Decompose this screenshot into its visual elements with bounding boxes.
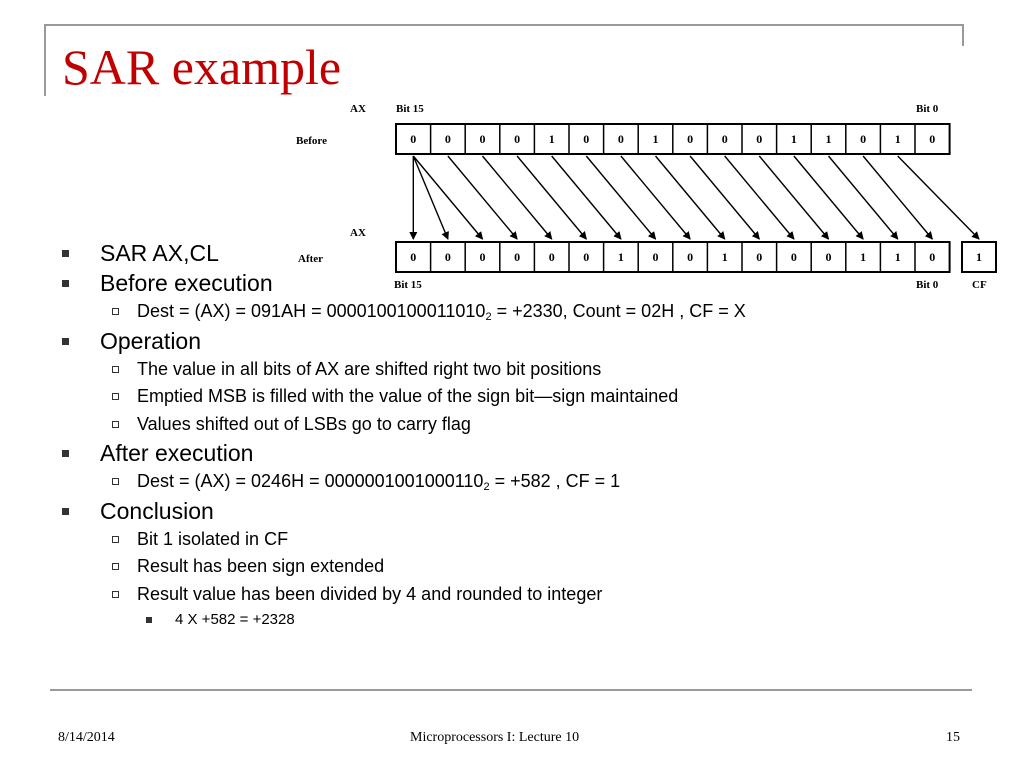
hollow-square-bullet-icon	[112, 536, 119, 543]
bullet-text: Result value has been divided by 4 and rounded to integer	[137, 583, 603, 604]
sub-bullet-concl-2	[62, 553, 962, 581]
shift-right-arrow	[656, 156, 725, 239]
after-register-bit: 0	[583, 250, 590, 264]
bullet-text: 4 X +582 = +2328	[175, 611, 295, 628]
cf-register	[962, 242, 996, 272]
shift-arrows	[413, 156, 979, 239]
before-register-bit: 0	[617, 132, 624, 146]
bullet-text: Dest = (AX) = 0246H = 0000001001000110	[137, 471, 484, 491]
after-register-bit: 1	[894, 250, 901, 264]
sub-bullet-concl-3	[62, 581, 962, 609]
before-register	[396, 124, 950, 154]
bit15-bottom-label: Bit 15	[394, 279, 422, 291]
after-label: After	[298, 253, 324, 265]
bullet-text: Before execution	[100, 270, 273, 296]
square-bullet-icon	[62, 280, 69, 287]
bullet-after-execution	[62, 438, 962, 468]
bullet-text: = +2330, Count = 02H , CF = X	[491, 301, 746, 321]
after-register-bit: 0	[444, 250, 451, 264]
hollow-square-bullet-icon	[112, 478, 119, 485]
ax-after-label: AX	[350, 227, 366, 239]
after-register-bit: 0	[825, 250, 832, 264]
shift-right-arrow	[794, 156, 863, 239]
before-register-bit: 0	[444, 132, 451, 146]
shift-right-arrow	[483, 156, 552, 239]
hollow-square-bullet-icon	[112, 393, 119, 400]
hollow-square-bullet-icon	[112, 421, 119, 428]
after-register-bit: 0	[929, 250, 936, 264]
square-bullet-icon	[62, 250, 69, 257]
before-register-bit: 0	[479, 132, 486, 146]
before-register-bit: 1	[790, 132, 797, 146]
carry-flag-arrow	[898, 156, 979, 239]
small-square-bullet-icon	[146, 617, 152, 623]
base-subscript: 2	[485, 311, 492, 323]
before-register-bit: 0	[514, 132, 521, 146]
bullet-text: After execution	[100, 440, 254, 466]
before-register-bit: 0	[687, 132, 694, 146]
bullet-text: Conclusion	[100, 497, 214, 524]
footer-course: Microprocessors I: Lecture 10	[410, 730, 580, 745]
bullet-text: SAR AX,CL	[100, 240, 219, 266]
shift-right-arrow	[863, 156, 932, 239]
after-register-bit: 0	[652, 250, 659, 264]
frame-left-rule	[44, 24, 46, 96]
slide-title: SAR example	[62, 39, 342, 95]
hollow-square-bullet-icon	[112, 366, 119, 373]
bullet-text: The value in all bits of AX are shifted right two bit positions	[137, 358, 602, 379]
after-register-bit: 0	[790, 250, 797, 264]
footer-date: 8/14/2014	[58, 730, 115, 745]
shift-right-arrow	[759, 156, 828, 239]
bullet-text: Operation	[100, 327, 202, 354]
sub-bullet-after-dest	[62, 468, 962, 496]
square-bullet-icon	[62, 338, 69, 345]
before-register-bit: 1	[894, 132, 901, 146]
sub-bullet-op-1	[62, 356, 962, 384]
bullet-before-execution	[62, 268, 962, 298]
sub-bullet-op-3	[62, 411, 962, 439]
after-register-bit: 0	[756, 250, 763, 264]
before-register-bit: 0	[721, 132, 728, 146]
square-bullet-icon	[62, 450, 69, 457]
after-register-bit: 1	[860, 250, 867, 264]
before-register-bit: 0	[583, 132, 590, 146]
after-register-bit: 1	[617, 250, 624, 264]
square-bullet-icon	[62, 508, 69, 515]
after-register-bit: 0	[548, 250, 555, 264]
bullet-text: Emptied MSB is filled with the value of the sign bit—sign maintained	[137, 386, 679, 406]
bullet-text: Dest = (AX) = 091AH = 0000100100011010	[137, 301, 486, 321]
hollow-square-bullet-icon	[112, 308, 119, 315]
frame-right-rule	[962, 24, 964, 46]
bullet-conclusion	[62, 496, 962, 526]
bullet-list	[62, 238, 962, 632]
shift-right-arrow	[517, 156, 586, 239]
after-register-bit: 0	[514, 250, 521, 264]
before-register-bit: 0	[929, 132, 936, 146]
bullet-text: Bit 1 isolated in CF	[137, 528, 289, 549]
after-register-bit: 0	[410, 250, 417, 264]
shift-right-arrow	[829, 156, 898, 239]
sub-bullet-concl-1	[62, 526, 962, 554]
bit0-top-label: Bit 0	[916, 103, 939, 115]
shift-right-arrow	[690, 156, 759, 239]
after-register-bit: 1	[721, 250, 728, 264]
before-register-bit: 1	[825, 132, 832, 146]
before-register-bit: 0	[860, 132, 867, 146]
sign-fill-arrow	[413, 156, 448, 239]
shift-right-arrow	[413, 156, 482, 239]
shift-right-arrow	[586, 156, 655, 239]
shift-right-arrow	[621, 156, 690, 239]
footer-rule	[50, 689, 972, 691]
hollow-square-bullet-icon	[112, 563, 119, 570]
after-register-bit: 0	[479, 250, 486, 264]
before-register-bit: 0	[410, 132, 417, 146]
bit0-bottom-label: Bit 0	[916, 279, 939, 291]
before-register-bit: 1	[652, 132, 659, 146]
shift-right-arrow	[725, 156, 794, 239]
bullet-text: Result has been sign extended	[137, 556, 385, 576]
hollow-square-bullet-icon	[112, 591, 119, 598]
sub-bullet-op-2	[62, 383, 962, 411]
frame-top-rule	[44, 24, 964, 26]
cf-label: CF	[972, 279, 987, 291]
shift-right-arrow	[552, 156, 621, 239]
bit15-top-label: Bit 15	[396, 103, 424, 115]
before-register-bit: 1	[548, 132, 555, 146]
page-number: 15	[946, 730, 960, 745]
bullet-operation	[62, 326, 962, 356]
base-subscript: 2	[483, 481, 490, 493]
before-register-bit: 0	[756, 132, 763, 146]
bullet-text: Values shifted out of LSBs go to carry flag	[137, 413, 471, 434]
bullet-text: = +582 , CF = 1	[489, 471, 621, 491]
ax-before-label: AX	[350, 103, 366, 115]
bullet-instruction	[62, 238, 962, 268]
sub-bullet-before-dest	[62, 298, 962, 326]
cf-bit: 1	[976, 250, 982, 264]
shift-right-arrow	[448, 156, 517, 239]
after-register-bit: 0	[687, 250, 694, 264]
before-label: Before	[296, 135, 327, 147]
sub-sub-bullet-calc	[62, 608, 962, 632]
